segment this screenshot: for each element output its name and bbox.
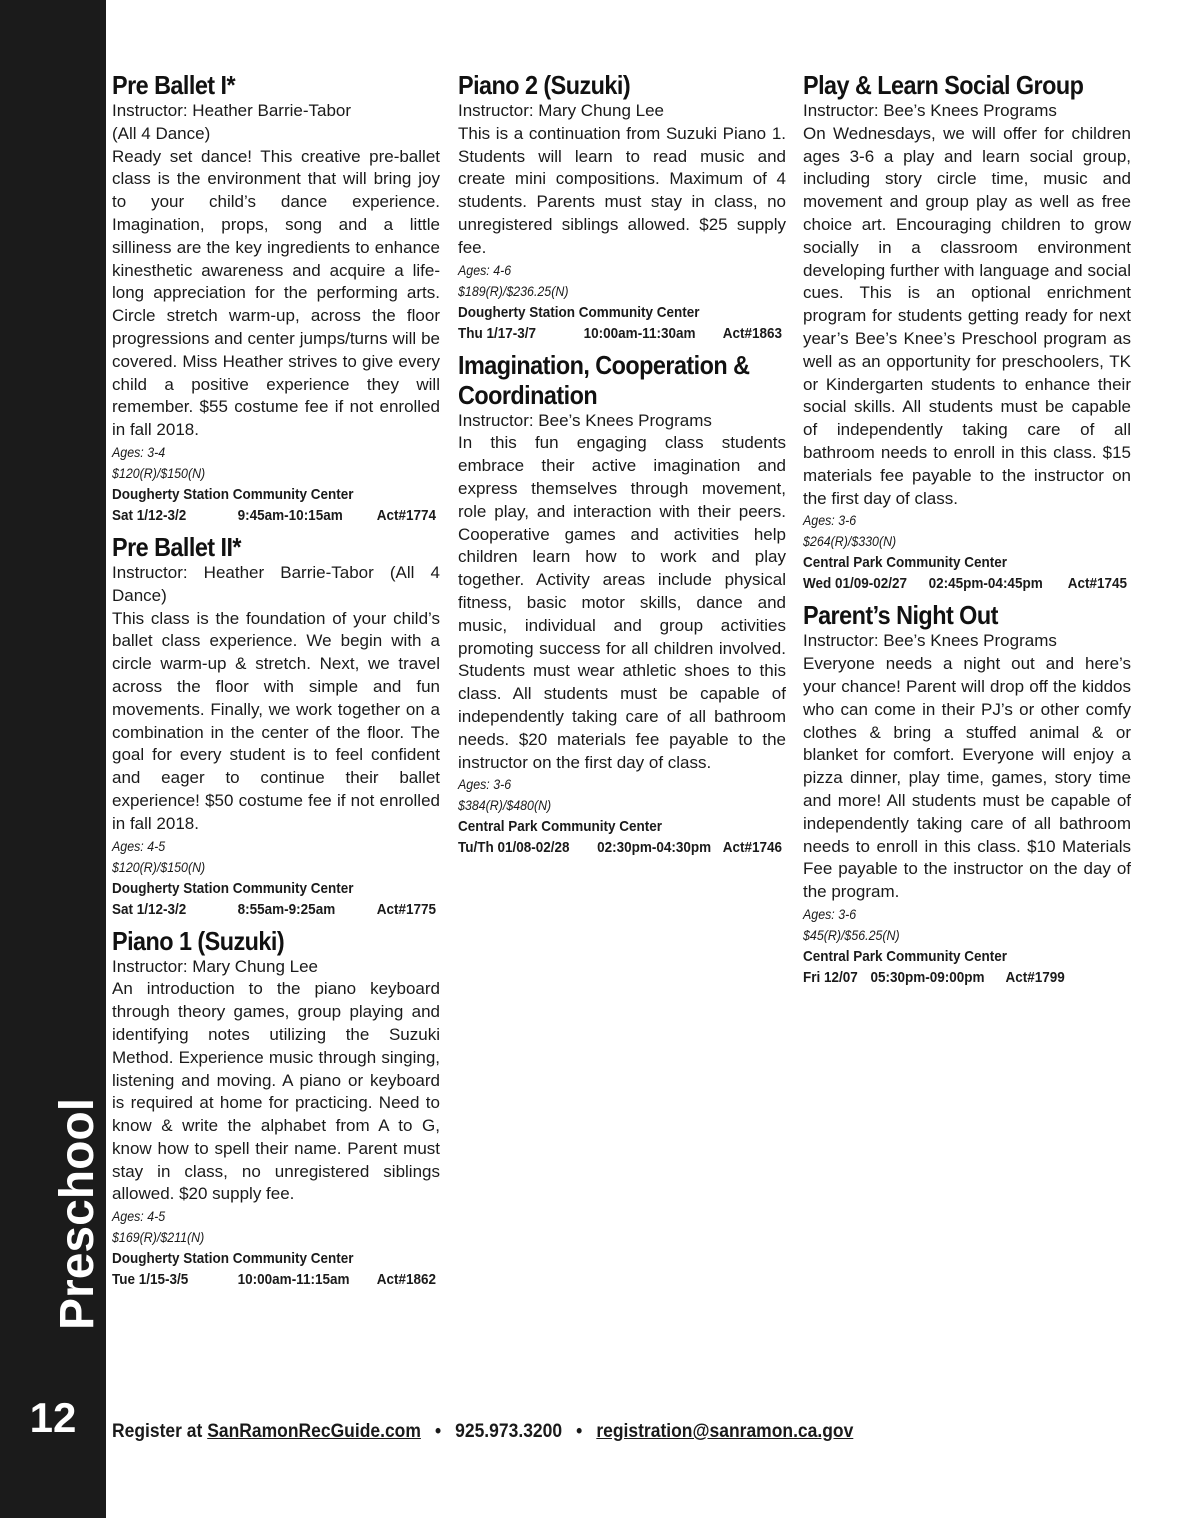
description: On Wednesdays, we will offer for children ages 3-6 a play and learn social group, including story circle time, music and movement and group play as well as free choice art. Encouraging children to grow socially in a classroom environment developing further with language and social cues. This is an optional enrichment program for students getting ready for next year’s Bee’s Knee’s Preschool program as well as an opportunity for preschoolers, TK or Kindergarten students to enhance their social skills. All students must be capable of independently taking care of all bathroom needs to enroll in this class. $15 materials fee payable to the instructor on the first day of class. bbox=[803, 123, 1131, 508]
fee: $189(R)/$236.25(N) bbox=[458, 283, 569, 299]
class-entry bbox=[112, 532, 440, 920]
description: Ready set dance! This creative pre-ballet class is the environment that will bring joy to your child’s dance experience. Imagination, props, song and a little silliness are the key ingredients to enhance kinesthetic awareness and acquire a life-long appreciation for the performing arts. Circle stretch warm-up, across the floor progressions and center jumps/turns will be covered. Miss Heather strives to give every child a positive experience they will remember. $55 costume fee if not enrolled in fall 2018. bbox=[112, 146, 440, 440]
schedule bbox=[112, 899, 440, 920]
time: 10:00am-11:15am bbox=[237, 1271, 350, 1289]
fee: $45(R)/$56.25(N) bbox=[803, 927, 900, 943]
description: In this fun engaging class students embrace their active imagination and express themselves through movement, role play, and interaction with their peers. Cooperative games and activities help children learn how to work and play together. Activity areas include physical fitness, basic motor skills, dance and music, individual and group activities promoting success for all children involved. Students must wear athletic shoes to this class. All students must be capable of independently taking care of all bathroom needs. $20 materials fee payable to the instructor on the first day of class. bbox=[458, 433, 786, 772]
days: Thu 1/17-3/7 bbox=[458, 324, 537, 342]
class-entry bbox=[803, 70, 1131, 594]
days: Wed 01/09-02/27 bbox=[803, 575, 908, 593]
schedule bbox=[803, 967, 1131, 988]
phone-number: 925.973.3200 bbox=[455, 1421, 563, 1442]
class-entry bbox=[458, 70, 786, 344]
footer-prefix: Register at bbox=[112, 1421, 203, 1442]
class-title: Pre Ballet I* bbox=[112, 70, 236, 100]
website-link[interactable]: SanRamonRecGuide.com bbox=[207, 1421, 421, 1442]
email-link[interactable]: registration@sanramon.ca.gov bbox=[596, 1421, 854, 1442]
description: Everyone needs a night out and here’s your chance! Parent will drop off the kiddos who can come in their PJ’s or other comfy clothes & bring a stuffed animal & or blanket for comfort. Everyone will enjoy a pizza dinner, play time, games, story time and more! All students must be capable of independently taking care of all bathroom needs to enroll in this class. $10 Materials Fee payable to the instructor on the day of the program. bbox=[803, 654, 1131, 902]
location: Central Park Community Center bbox=[803, 554, 1008, 572]
column-3 bbox=[803, 70, 1131, 994]
activity-number: Act#1774 bbox=[376, 506, 437, 524]
time: 02:30pm-04:30pm bbox=[597, 839, 712, 857]
column-1 bbox=[112, 70, 440, 1296]
days: Tu/Th 01/08-02/28 bbox=[458, 839, 570, 857]
ages: Ages: 3-6 bbox=[458, 777, 512, 793]
class-title: Pre Ballet II* bbox=[112, 531, 242, 562]
activity-number: Act#1745 bbox=[1067, 575, 1128, 593]
instructor: Instructor: Bee’s Knees Programs bbox=[803, 101, 1057, 120]
days: Tue 1/15-3/5 bbox=[112, 1271, 189, 1289]
description: An introduction to the piano keyboard through theory games, group playing and identifying notes utilizing the Suzuki Method. Experience music through singing, listening and moving. A piano or keyboard is required at home for practicing. Need to know & write the alphabet from A to G, know how to spell their name. Parent must stay in class, no unregistered siblings allowed. $20 supply fee. bbox=[112, 979, 440, 1204]
instructor: Instructor: Mary Chung Lee bbox=[112, 956, 318, 976]
time: 10:00am-11:30am bbox=[583, 324, 696, 342]
instructor: Instructor: Mary Chung Lee bbox=[458, 101, 664, 120]
location: Central Park Community Center bbox=[803, 947, 1008, 965]
class-title: Play & Learn Social Group bbox=[803, 70, 1084, 100]
activity-number: Act#1746 bbox=[722, 839, 783, 857]
footer bbox=[112, 1421, 853, 1443]
instructor: Instructor: Heather Barrie-Tabor (All 4 Dance) bbox=[112, 562, 440, 605]
days: Sat 1/12-3/2 bbox=[112, 900, 187, 918]
schedule bbox=[112, 1269, 440, 1290]
ages: Ages: 4-6 bbox=[458, 262, 512, 278]
fee: $384(R)/$480(N) bbox=[458, 798, 552, 814]
activity-number: Act#1775 bbox=[376, 900, 437, 918]
activity-number: Act#1799 bbox=[1005, 968, 1065, 986]
location: Dougherty Station Community Center bbox=[112, 485, 354, 503]
fee: $120(R)/$150(N) bbox=[112, 859, 206, 875]
page-number: 12 bbox=[29, 1394, 77, 1441]
location: Dougherty Station Community Center bbox=[112, 1250, 354, 1268]
time: 05:30pm-09:00pm bbox=[870, 968, 985, 986]
bullet-separator: • bbox=[434, 1421, 442, 1442]
ages: Ages: 4-5 bbox=[112, 838, 166, 854]
class-entry bbox=[112, 926, 440, 1291]
days: Fri 12/07 bbox=[803, 968, 858, 986]
description: This class is the foundation of your child’s ballet class experience. We begin with a circle warm-up & stretch. Next, we travel across the floor with simple and fun movements. Finally, we work together on a combination in the center of the floor. The goal for every student is to feel confident and eager to continue their ballet experience! $50 costume fee if not enrolled in fall 2018. bbox=[112, 608, 440, 833]
time: 8:55am-9:25am bbox=[237, 900, 336, 918]
schedule bbox=[803, 573, 1131, 594]
location: Dougherty Station Community Center bbox=[112, 879, 354, 897]
class-title: Parent’s Night Out bbox=[803, 600, 998, 631]
fee: $120(R)/$150(N) bbox=[112, 465, 206, 481]
instructor: Instructor: Bee’s Knees Programs bbox=[803, 631, 1057, 651]
class-title: Imagination, Cooperation & Coordination bbox=[458, 349, 750, 410]
column-2 bbox=[458, 70, 786, 864]
ages: Ages: 3-6 bbox=[803, 513, 857, 529]
instructor: Instructor: Heather Barrie-Tabor bbox=[112, 101, 352, 120]
schedule bbox=[458, 323, 786, 344]
ages: Ages: 4-5 bbox=[112, 1209, 166, 1225]
instructor-note: (All 4 Dance) bbox=[112, 123, 211, 143]
class-entry bbox=[458, 350, 786, 859]
section-label: Preschool bbox=[51, 1097, 104, 1330]
schedule bbox=[458, 837, 786, 858]
sidebar bbox=[0, 0, 106, 1518]
time: 9:45am-10:15am bbox=[237, 506, 343, 524]
activity-number: Act#1863 bbox=[722, 324, 783, 342]
class-entry bbox=[112, 70, 440, 526]
fee: $169(R)/$211(N) bbox=[112, 1230, 205, 1246]
time: 02:45pm-04:45pm bbox=[928, 575, 1043, 593]
ages: Ages: 3-6 bbox=[803, 906, 857, 922]
fee: $264(R)/$330(N) bbox=[803, 534, 897, 550]
location: Central Park Community Center bbox=[458, 818, 663, 836]
days: Sat 1/12-3/2 bbox=[112, 506, 187, 524]
class-entry bbox=[803, 600, 1131, 988]
location: Dougherty Station Community Center bbox=[458, 303, 700, 321]
class-title: Piano 2 (Suzuki) bbox=[458, 70, 631, 100]
class-title: Piano 1 (Suzuki) bbox=[112, 925, 285, 956]
ages: Ages: 3-4 bbox=[112, 444, 166, 460]
description: This is a continuation from Suzuki Piano 1. Students will learn to read music and create mini compositions. Maximum of 4 students. Parents must stay in class, no unregistered siblings allowed. $25 supply fee. bbox=[458, 123, 786, 257]
schedule bbox=[112, 505, 440, 526]
bullet-separator: • bbox=[576, 1421, 583, 1442]
instructor: Instructor: Bee’s Knees Programs bbox=[458, 410, 712, 430]
activity-number: Act#1862 bbox=[376, 1271, 437, 1289]
